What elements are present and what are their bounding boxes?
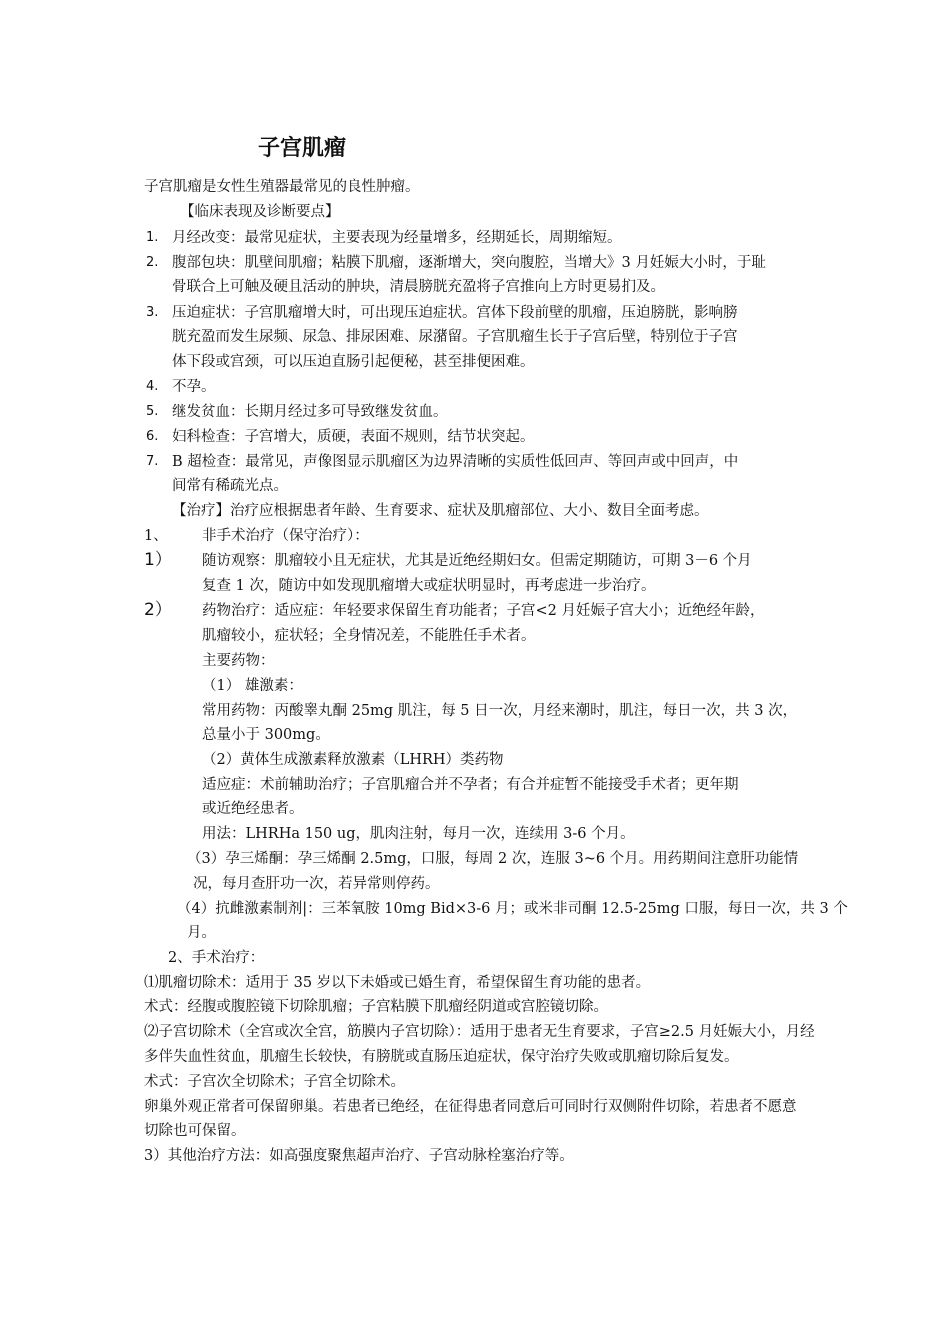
paragraph-line: 常用药物：丙酸睾丸酮 25mg 肌注，每 5 日一次，月经来潮时，肌注，每日一次，共 3 次， <box>202 703 798 719</box>
paragraph-line: ⑵子宫切除术（全宫或次全宫，筋膜内子宫切除）：适用于患者无生育要求，子宫≥2.5 月妊娠大小，月经 <box>144 1024 815 1040</box>
paragraph-line: 术式：子宫次全切除术；子宫全切除术。 <box>144 1074 405 1090</box>
paragraph-line: 主要药物： <box>202 653 275 669</box>
paragraph-line: （2）黄体生成激素释放激素（LHRH）类药物 <box>202 752 504 768</box>
section-label: 2、手术治疗： <box>168 950 265 966</box>
intro-text: 子宫肌瘤是女性生殖器最常见的良性肿瘤。 <box>144 179 420 195</box>
paragraph-line: 总量小于 300mg。 <box>202 727 330 743</box>
treatment-heading: 【治疗】治疗应根据患者年龄、生育要求、症状及肌瘤部位、大小、数目全面考虑。 <box>172 503 709 519</box>
list-item: 腹部包块：肌壁间肌瘤；粘膜下肌瘤，逐渐增大，突向腹腔，当增大》3 月妊娠大小时，于耻 <box>172 255 766 271</box>
paragraph-line: 况，每月查肝功一次，若异常则停药。 <box>193 876 440 892</box>
list-item: 压迫症状：子宫肌瘤增大时，可出现压迫症状。宫体下段前壁的肌瘤，压迫膀胱，影响膀 <box>172 305 738 321</box>
paragraph-line: 切除也可保留。 <box>144 1123 246 1139</box>
subsection-number: 1） <box>144 550 172 570</box>
paragraph-line: （1） 雄激素： <box>202 678 303 694</box>
list-number: 6. <box>146 429 159 444</box>
paragraph-line: （4）抗雌激素制剂|：三苯氧胺 10mg Bid×3-6 月；或米非司酮 12.5-25mg 口服，每日一次，共 3 个 <box>177 901 848 917</box>
list-number: 5. <box>146 404 159 419</box>
paragraph-line: 药物治疗：适应症：年轻要求保留生育功能者；子宫<2 月妊娠子宫大小；近绝经年龄， <box>202 603 765 619</box>
paragraph-line: 适应症：术前辅助治疗；子宫肌瘤合并不孕者；有合并症暂不能接受手术者；更年期 <box>202 777 739 793</box>
paragraph-line: 术式：经腹或腹腔镜下切除肌瘤；子宫粘膜下肌瘤经阴道或宫腔镜切除。 <box>144 999 608 1015</box>
subsection-number: 2） <box>144 600 172 620</box>
paragraph-line: 卵巢外观正常者可保留卵巢。若患者已绝经，在征得患者同意后可同时行双侧附件切除，若患者不愿意 <box>144 1099 797 1115</box>
list-number: 2. <box>146 255 159 270</box>
paragraph-line: ⑴肌瘤切除术：适用于 35 岁以下未婚或已婚生育，希望保留生育功能的患者。 <box>144 975 651 991</box>
list-item: 胱充盈而发生尿频、尿急、排尿困难、尿潴留。子宫肌瘤生长于子宫后壁，特别位于子宫 <box>172 329 738 345</box>
paragraph-line: 月。 <box>187 925 216 941</box>
paragraph-line: 或近绝经患者。 <box>202 801 304 817</box>
list-number: 7. <box>146 454 159 469</box>
list-item: 不孕。 <box>172 379 216 395</box>
list-item: 体下段或宫颈，可以压迫直肠引起便秘，甚至排便困难。 <box>172 354 535 370</box>
list-item: 妇科检查：子宫增大，质硬，表面不规则，结节状突起。 <box>172 429 535 445</box>
list-number: 3. <box>146 305 159 320</box>
paragraph-line: 用法：LHRHa 150 ug，肌肉注射，每月一次，连续用 3-6 个月。 <box>202 826 635 842</box>
list-number: 1. <box>146 230 159 245</box>
paragraph-line: 3）其他治疗方法：如高强度聚焦超声治疗、子宫动脉栓塞治疗等。 <box>144 1148 574 1164</box>
paragraph-line: 复查 1 次，随访中如发现肌瘤增大或症状明显时，再考虑进一步治疗。 <box>202 578 656 594</box>
list-item: 月经改变：最常见症状，主要表现为经量增多，经期延长，周期缩短。 <box>172 230 622 246</box>
paragraph-line: 肌瘤较小，症状轻；全身情况差，不能胜任手术者。 <box>202 628 536 644</box>
list-item: B 超检查：最常见，声像图显示肌瘤区为边界清晰的实质性低回声、等回声或中回声，中 <box>172 454 739 470</box>
clinical-heading: 【临床表现及诊断要点】 <box>180 204 340 220</box>
list-item: 继发贫血：长期月经过多可导致继发贫血。 <box>172 404 448 420</box>
list-item: 间常有稀疏光点。 <box>172 478 288 494</box>
section-number: 1、 <box>144 528 168 544</box>
list-number: 4. <box>146 379 159 394</box>
section-label: 非手术治疗（保守治疗）： <box>202 528 369 544</box>
page-title: 子宫肌瘤 <box>258 136 347 161</box>
list-item: 骨联合上可触及硬且活动的肿块，清晨膀胱充盈将子宫推向上方时更易扪及。 <box>172 279 665 295</box>
paragraph-line: （3）孕三烯酮：孕三烯酮 2.5mg，口服，每周 2 次，连服 3~6 个月。用药期间注意肝功能情 <box>187 851 799 867</box>
paragraph-line: 多伴失血性贫血，肌瘤生长较快，有膀胱或直肠压迫症状，保守治疗失败或肌瘤切除后复发。 <box>144 1049 739 1065</box>
paragraph-line: 随访观察：肌瘤较小且无症状，尤其是近绝经期妇女。但需定期随访，可期 3－6 个月 <box>202 553 752 569</box>
